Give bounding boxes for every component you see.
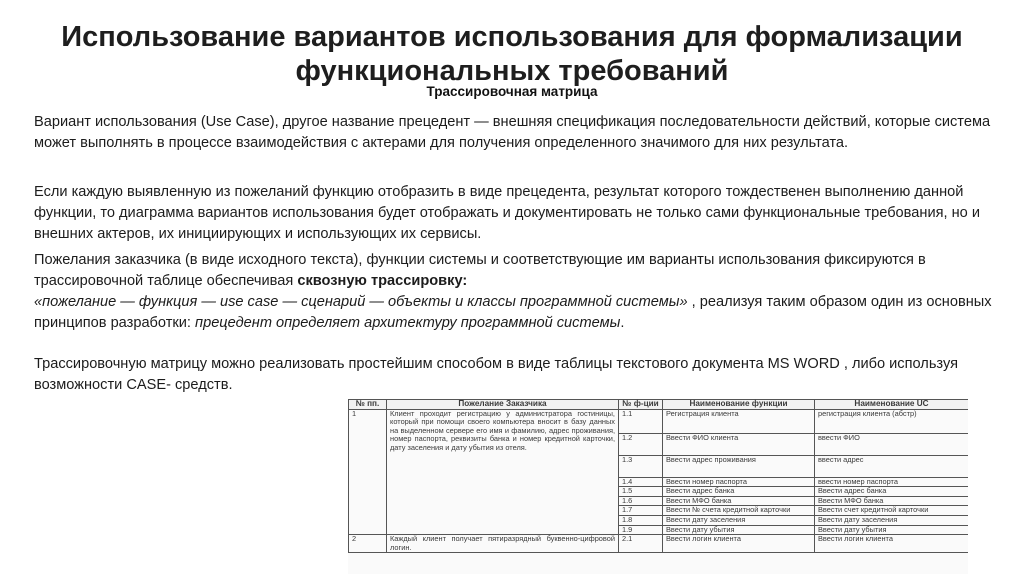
uc-name: Ввести дату заселения — [815, 515, 969, 525]
uc-name: регистрация клиента (абстр) — [815, 409, 969, 433]
func-num: 1.3 — [619, 455, 663, 477]
paragraph-traceability — [34, 250, 994, 334]
paragraph-use-case-diagram: Если каждую выявленную из пожеланий функцию отобразить в виде прецедента, результат которого тождественен выполнению данной функции, то диаграмма вариантов использования будет отображать и документировать не только сами функциональные требования, но и внешних актеров, их инициирующих и использующих их сервисы. — [34, 184, 980, 242]
uc-name: Ввести логин клиента — [815, 535, 969, 553]
func-num: 1.2 — [619, 433, 663, 455]
traceability-colon: : — [462, 273, 468, 289]
header-func-num: № ф-ции — [619, 400, 663, 410]
header-num: № пп. — [349, 400, 387, 410]
func-name: Ввести номер паспорта — [663, 477, 815, 487]
uc-name: Ввести дату убытия — [815, 525, 969, 535]
traceability-chain: «пожелание — функция — use case — сценарий — объекты и классы программной системы» — [34, 294, 692, 310]
row2-num: 2 — [349, 535, 387, 553]
row2-request: Каждый клиент получает пятиразрядный буквенно-цифровой логин. — [387, 535, 619, 553]
header-request: Пожелание Заказчика — [387, 400, 619, 410]
slide-subtitle: Трассировочная матрица — [426, 84, 598, 99]
uc-name: ввести номер паспорта — [815, 477, 969, 487]
row1-num: 1 — [349, 409, 387, 535]
paragraph-use-case-definition: Вариант использования (Use Case), другое название прецедент — внешняя спецификация последовательности действий, которые система может выполнять в процессе взаимодействия с актерами для получения определенного значимого для них результата. — [34, 114, 991, 151]
func-name: Регистрация клиента — [663, 409, 815, 433]
func-name: Ввести № счета кредитной карточки — [663, 506, 815, 516]
uc-name: Ввести счет кредитной карточки — [815, 506, 969, 516]
func-name: Ввести дату убытия — [663, 525, 815, 535]
func-num: 1.9 — [619, 525, 663, 535]
trace-matrix-image — [348, 399, 968, 574]
header-func-name: Наименование функции — [663, 400, 815, 410]
traceability-end: . — [620, 315, 625, 331]
slide-title — [0, 20, 1024, 88]
func-name: Ввести адрес проживания — [663, 455, 815, 477]
func-num: 1.7 — [619, 506, 663, 516]
func-name: Ввести адрес банка — [663, 487, 815, 497]
func-num: 1.6 — [619, 496, 663, 506]
table-header-row — [349, 400, 969, 410]
table-row — [349, 535, 969, 553]
traceability-rest: , реализуя таким образом один из основных принципов разработки: — [34, 294, 992, 331]
func-num: 1.5 — [619, 487, 663, 497]
func-name: Ввести МФО банка — [663, 496, 815, 506]
uc-name: Ввести адрес банка — [815, 487, 969, 497]
traceability-principle: прецедент определяет архитектуру программной системы — [195, 315, 621, 331]
header-uc-name: Наименование UC — [815, 400, 969, 410]
paragraph-matrix-implementation: Трассировочную матрицу можно реализовать простейшим способом в виде таблицы текстового документа MS WORD , либо используя возможности CASE- средств. — [34, 356, 958, 393]
row1-request: Клиент проходит регистрацию у администратора гостиницы, который при помощи своего компьютера вносит в базу данных на выделенном сервере его имя и фамилию, адрес проживания, номер паспорта, реквизиты банка и номер кредитной карточки, дату заселения и дату убытия из отеля. — [387, 409, 619, 535]
slide-title-line1: Использование вариантов использования для формализации — [61, 21, 963, 53]
func-num: 1.8 — [619, 515, 663, 525]
traceability-text: Пожелания заказчика (в виде исходного текста), функции системы и соответствующие им варианты использования фиксируются в трассировочной таблице обеспечивая — [34, 252, 926, 289]
traceability-bold: сквозную трассировку — [297, 273, 463, 289]
uc-name: ввести адрес — [815, 455, 969, 477]
func-name: Ввести логин клиента — [663, 535, 815, 553]
func-num: 1.4 — [619, 477, 663, 487]
trace-matrix-table — [348, 399, 968, 553]
slide-title-line2: функциональных требований — [295, 55, 729, 87]
func-name: Ввести ФИО клиента — [663, 433, 815, 455]
func-num: 2.1 — [619, 535, 663, 553]
uc-name: ввести ФИО — [815, 433, 969, 455]
uc-name: Ввести МФО банка — [815, 496, 969, 506]
table-row — [349, 409, 969, 433]
func-num: 1.1 — [619, 409, 663, 433]
func-name: Ввести дату заселения — [663, 515, 815, 525]
